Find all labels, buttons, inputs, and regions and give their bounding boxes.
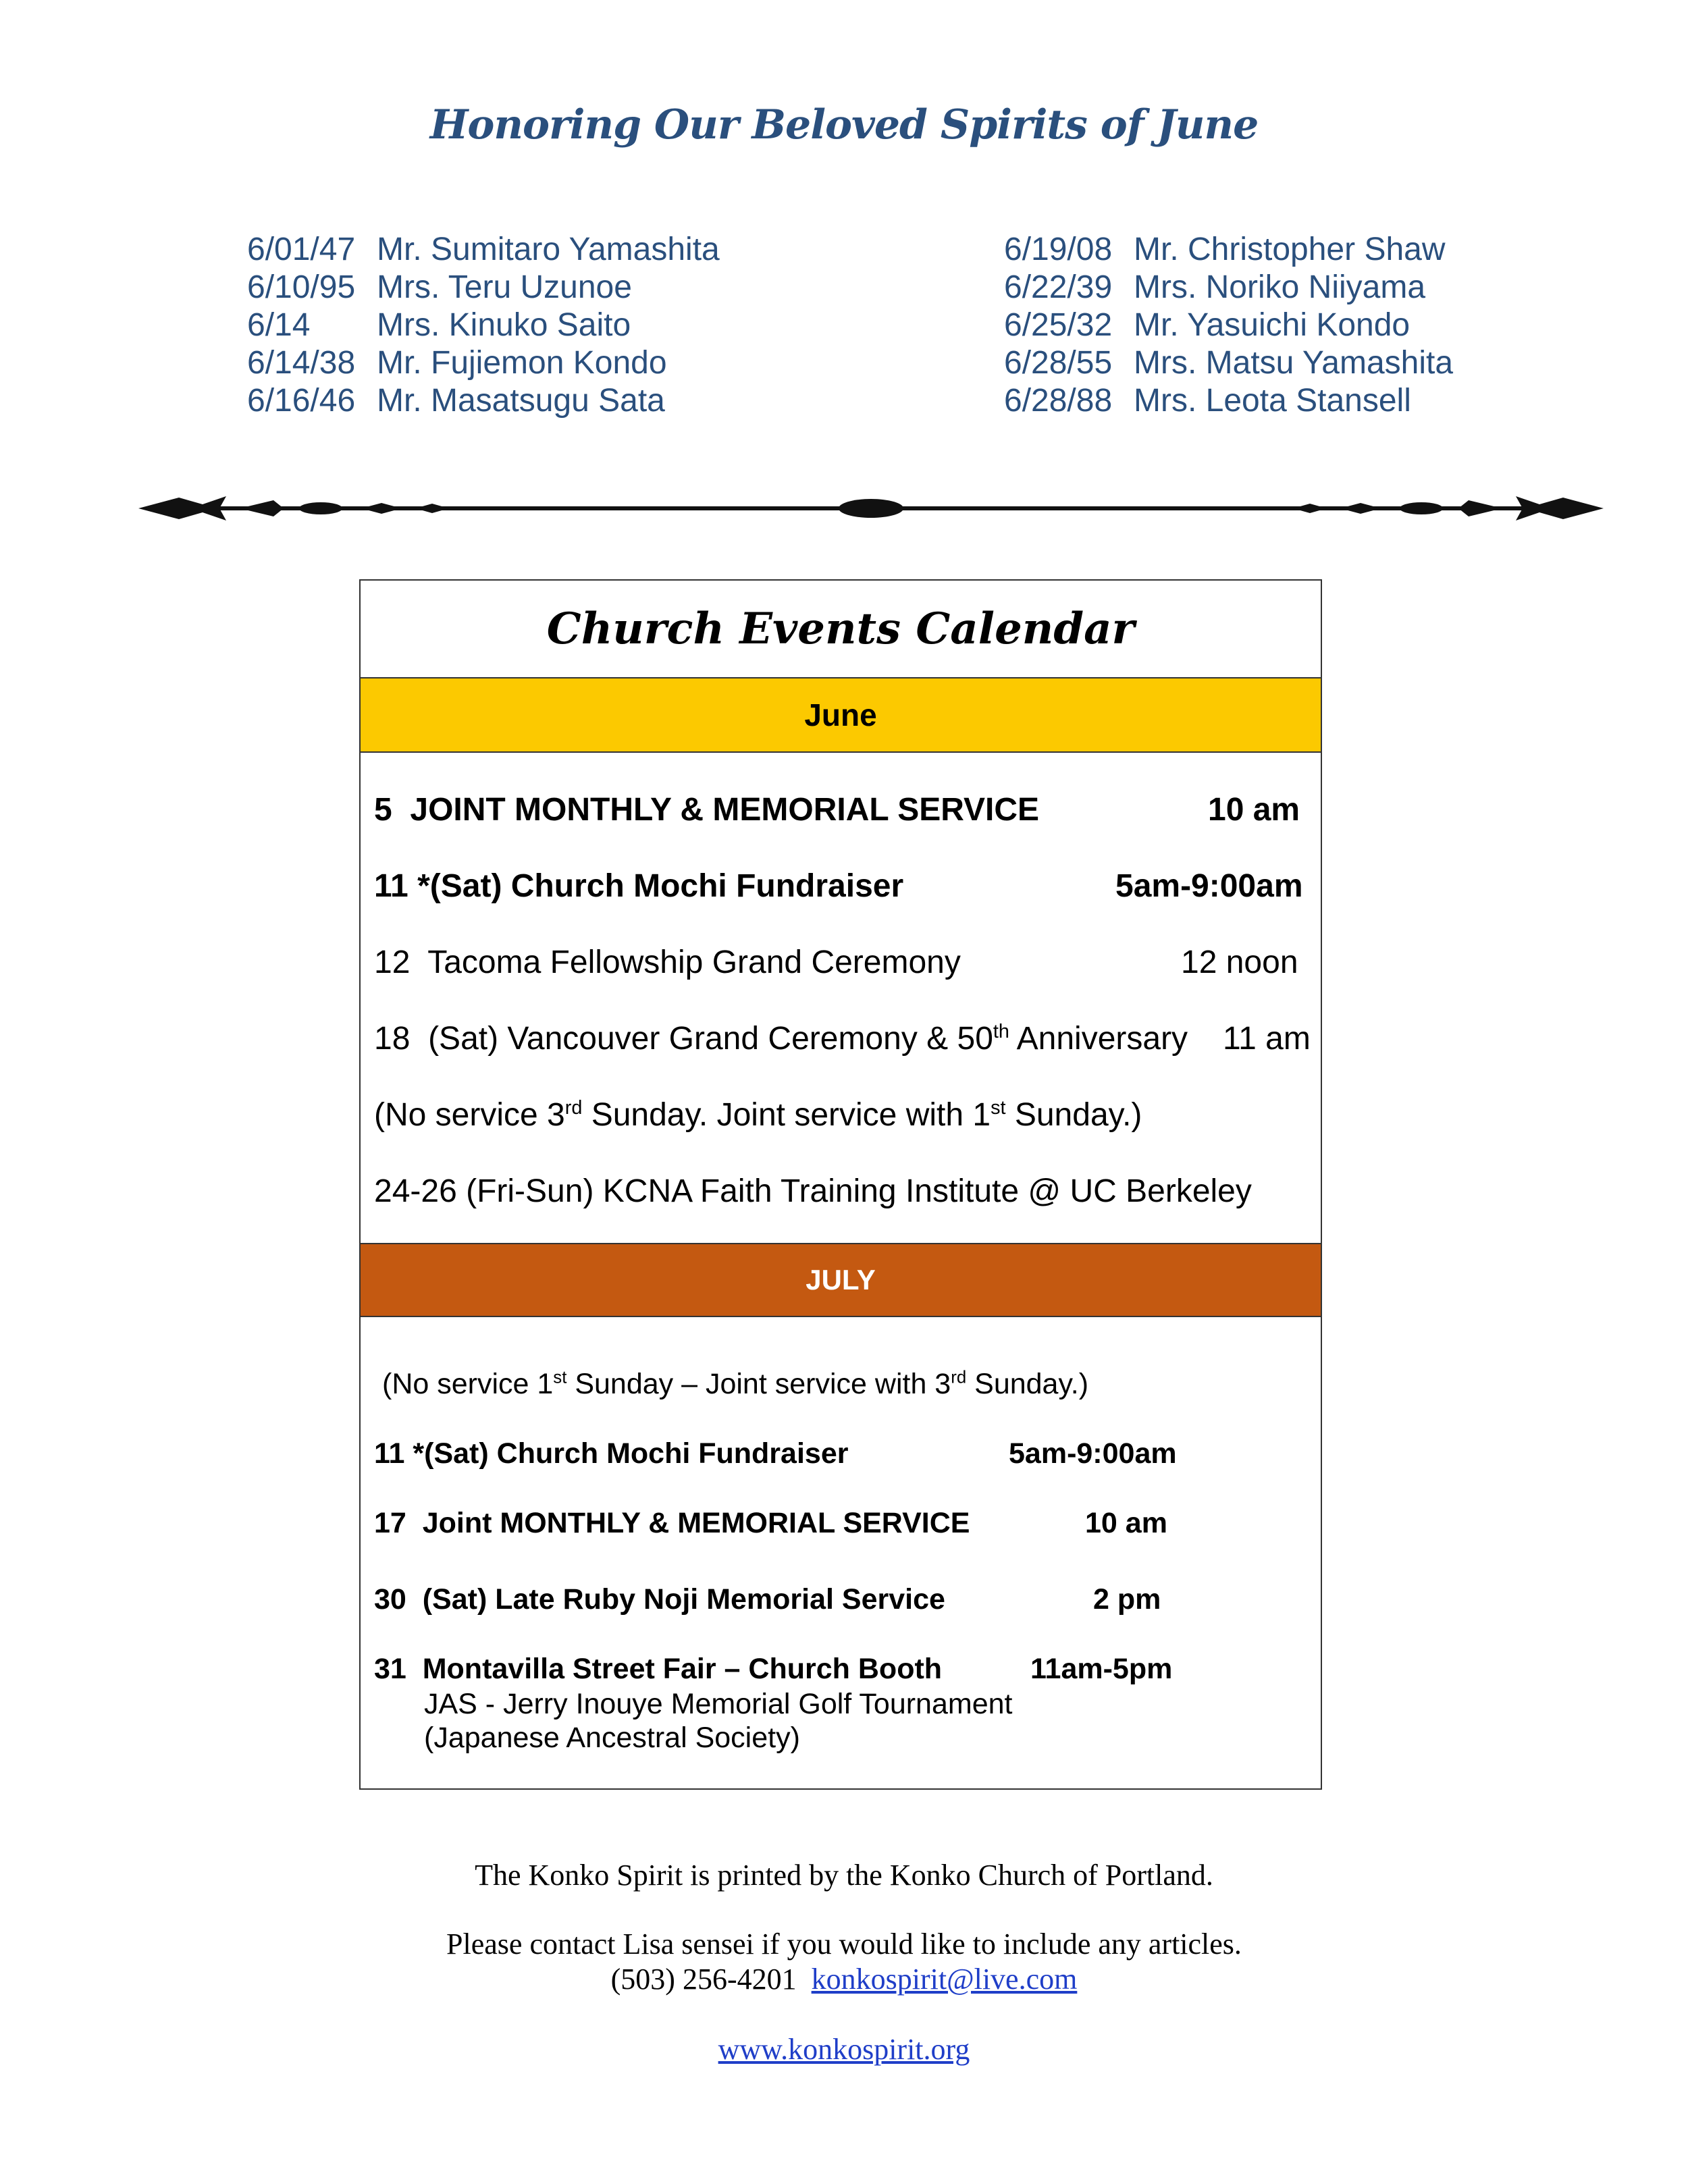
memorial-date: 6/14/38 [247,345,356,381]
memorial-entry [1004,344,1453,382]
memorial-list-left [247,231,720,420]
note-text: Sunday.) [1005,1097,1142,1133]
event-text: 30 (Sat) Late Ruby Noji Memorial Service [374,1583,945,1616]
note-text: Sunday.) [966,1368,1089,1400]
superscript: th [993,1021,1009,1042]
memorial-name: Mr. Yasuichi Kondo [1134,307,1410,343]
calendar-title: Church Events Calendar [361,581,1321,678]
event-line [374,1653,942,1686]
memorial-entry [1004,231,1453,269]
event-line [374,1437,848,1470]
event-line [374,944,961,981]
memorial-list-right [1004,231,1453,420]
memorial-name: Mrs. Leota Stansell [1134,383,1411,419]
memorial-entry [247,307,720,344]
memorial-name: Mr. Fujiemon Kondo [377,345,667,381]
memorial-entry [247,269,720,307]
email-link[interactable]: konkospirit@live.com [811,1963,1078,1996]
event-text: 5 JOINT MONTHLY & MEMORIAL SERVICE [374,792,1040,828]
memorial-name: Mrs. Noriko Niiyama [1134,269,1426,305]
event-time: 11 am [1223,1021,1311,1057]
superscript: st [553,1368,567,1387]
event-time: 12 noon [1181,944,1298,980]
note-text: Sunday – Joint service with 3 [566,1368,951,1400]
footer-contact-line [0,1962,1688,1996]
memorial-date: 6/28/88 [1004,383,1113,419]
memorial-name: Mrs. Teru Uzunoe [377,269,632,305]
event-line [374,868,903,905]
event-subline: (Japanese Ancestral Society) [424,1722,800,1754]
event-time: 11am-5pm [1030,1653,1173,1685]
note-text: (No service 3 [374,1097,565,1133]
memorial-entry [1004,382,1453,420]
event-text: 17 Joint MONTHLY & MEMORIAL SERVICE [374,1507,970,1539]
event-note [374,1096,1142,1134]
event-text: Anniversary [1009,1021,1188,1057]
superscript: st [991,1097,1006,1119]
memorial-date: 6/22/39 [1004,269,1113,305]
memorial-entry [247,231,720,269]
memorial-entry [247,344,720,382]
event-time: 5am-9:00am [1115,868,1303,904]
event-text: 11 *(Sat) Church Mochi Fundraiser [374,868,904,904]
memorial-name: Mr. Sumitaro Yamashita [377,232,720,267]
ornamental-divider [138,483,1604,533]
events-calendar [359,579,1322,1790]
event-text: 18 (Sat) Vancouver Grand Ceremony & 50 [374,1021,993,1057]
memorial-entry [1004,269,1453,307]
event-line [374,1173,1252,1210]
event-line [374,1583,945,1616]
page-title: Honoring Our Beloved Spirits of June [429,101,1259,149]
event-text: 12 Tacoma Fellowship Grand Ceremony [374,944,961,980]
event-subline: JAS - Jerry Inouye Memorial Golf Tournament [424,1688,1013,1720]
memorial-date: 6/19/08 [1004,232,1113,267]
event-time: 2 pm [1093,1583,1161,1616]
note-text: Sunday. Joint service with 1 [582,1097,991,1133]
footer-website [0,2032,1688,2067]
event-line [374,1507,970,1540]
month-header-july: JULY [361,1243,1321,1317]
memorial-name: Mrs. Matsu Yamashita [1134,345,1454,381]
memorial-entry [1004,307,1453,344]
memorial-date: 6/10/95 [247,269,356,305]
month-header-june: June [361,678,1321,753]
note-text: (No service 1 [382,1368,554,1400]
superscript: rd [564,1097,583,1119]
event-time: 10 am [1208,792,1300,828]
footer-contact: Please contact Lisa sensei if you would like to include any articles. [446,1927,1242,1961]
memorial-name: Mr. Christopher Shaw [1134,232,1446,267]
memorial-name: Mrs. Kinuko Saito [377,307,631,343]
memorial-date: 6/14 [247,307,311,343]
event-line [374,1020,1188,1057]
website-link[interactable]: www.konkospirit.org [718,2033,970,2066]
memorial-date: 6/25/32 [1004,307,1113,343]
event-text: 24-26 (Fri-Sun) KCNA Faith Training Institute @ UC Berkeley [374,1173,1252,1209]
event-time: 10 am [1085,1507,1167,1539]
event-note [382,1368,1088,1401]
footer-publisher: The Konko Spirit is printed by the Konko Church of Portland. [475,1859,1213,1892]
phone-number: (503) 256-4201 [610,1963,797,1996]
event-line [374,791,1039,828]
memorial-date: 6/01/47 [247,232,356,267]
event-text: 31 Montavilla Street Fair – Church Booth [374,1653,943,1685]
memorial-date: 6/28/55 [1004,345,1113,381]
memorial-date: 6/16/46 [247,383,356,419]
event-text: 11 *(Sat) Church Mochi Fundraiser [374,1437,849,1470]
event-time: 5am-9:00am [1009,1437,1177,1470]
memorial-entry [247,382,720,420]
memorial-name: Mr. Masatsugu Sata [377,383,665,419]
superscript: rd [951,1368,967,1387]
